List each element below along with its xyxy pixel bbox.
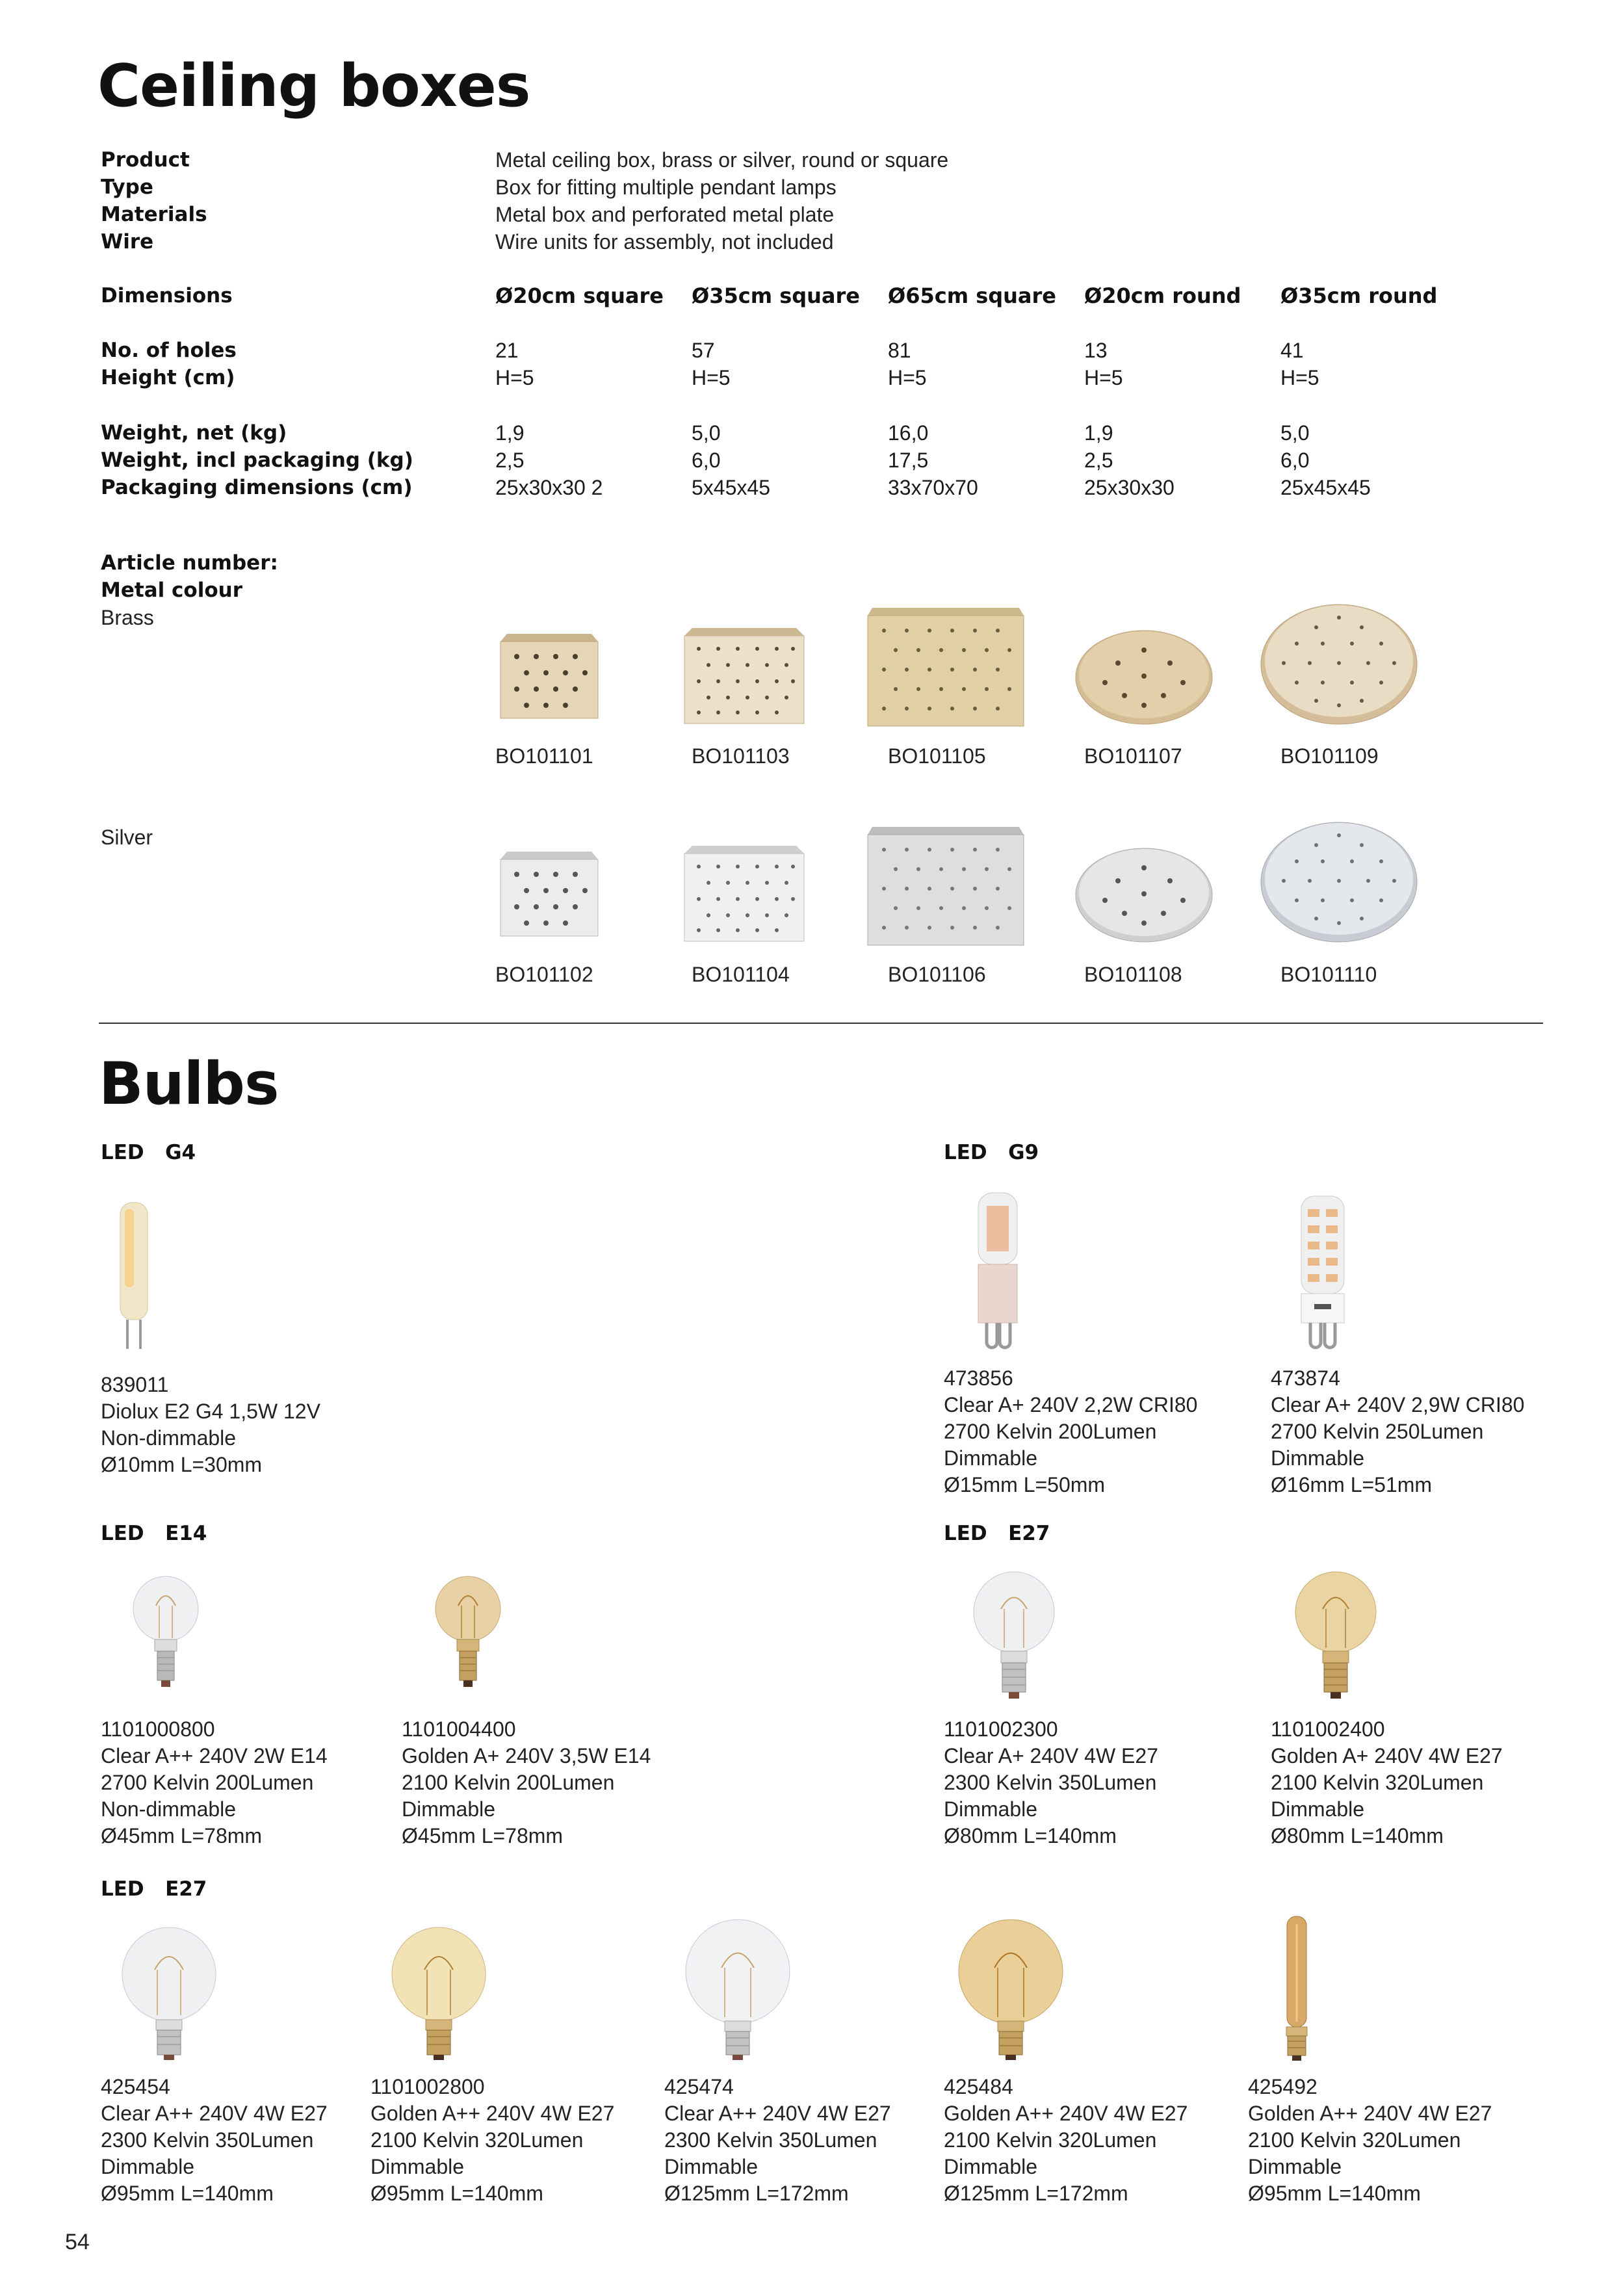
- bulb-spec-block: [101, 1372, 320, 1478]
- g9-corn-bulb-image: [1287, 1190, 1358, 1355]
- holes-value: 81: [888, 339, 911, 362]
- bulb-description: Golden A++ 240V 4W E27: [944, 2102, 1188, 2125]
- height-value: H=5: [1280, 366, 1319, 389]
- bulb-spec-block: [402, 1716, 651, 1849]
- section-led-e27-large: [101, 1875, 207, 1903]
- silver-square-35-image: [679, 841, 809, 948]
- bulb-description: Golden A++ 240V 4W E27: [370, 2102, 615, 2125]
- bulb-size: Ø45mm L=78mm: [101, 1824, 263, 1847]
- weight-incl-value: 2,5: [1084, 449, 1113, 472]
- holes-value: 13: [1084, 339, 1108, 362]
- silver-round-35-image: [1258, 816, 1420, 946]
- dimension-header: Ø65cm square: [888, 283, 1056, 308]
- silver-article-number: BO101106: [888, 963, 986, 986]
- spec-label: Materials: [101, 203, 207, 226]
- bulb-article-number: 1101002400: [1271, 1717, 1385, 1741]
- bulb-spec-block: [944, 1716, 1158, 1849]
- bulb-article-number: 425454: [101, 2075, 170, 2098]
- brass-article-number: BO101107: [1084, 744, 1182, 768]
- section-type: LED: [944, 1522, 987, 1545]
- dimension-header: Ø35cm round: [1280, 283, 1438, 308]
- brass-label: Brass: [101, 606, 154, 629]
- row-label: Weight, incl packaging (kg): [101, 449, 413, 472]
- row-labels-a: [101, 337, 237, 391]
- bulb-dimming: Dimmable: [101, 2155, 195, 2178]
- bulb-article-number: 473874: [1271, 1366, 1340, 1390]
- e14-clear-bulb-image: [130, 1567, 201, 1697]
- bulb-description: Clear A+ 240V 2,9W CRI80: [1271, 1393, 1525, 1416]
- bulb-color-lumen: 2100 Kelvin 320Lumen: [370, 2128, 584, 2152]
- weight-net-value: 5,0: [1280, 421, 1310, 445]
- silver-article-number: BO101110: [1280, 963, 1377, 986]
- spec-column: [692, 282, 860, 501]
- bulb-size: Ø80mm L=140mm: [1271, 1824, 1444, 1847]
- holes-value: 57: [692, 339, 715, 362]
- weight-incl-value: 17,5: [888, 449, 929, 472]
- bulb-dimming: Dimmable: [944, 2155, 1038, 2178]
- section-base: G9: [1008, 1141, 1039, 1164]
- dimension-header: Ø35cm square: [692, 283, 860, 308]
- e27-80mm-golden-bulb-image: [1290, 1563, 1381, 1703]
- bulb-color-lumen: 2700 Kelvin 200Lumen: [944, 1420, 1157, 1443]
- bulb-size: Ø16mm L=51mm: [1271, 1473, 1433, 1496]
- bulb-color-lumen: 2300 Kelvin 350Lumen: [944, 1771, 1157, 1794]
- section-divider: [99, 1023, 1543, 1024]
- weight-net-value: 1,9: [1084, 421, 1113, 445]
- spec-column: [888, 282, 1056, 501]
- dimension-header: Ø20cm round: [1084, 283, 1241, 308]
- bulb-size: Ø95mm L=140mm: [370, 2182, 543, 2205]
- bulb-dimming: Dimmable: [944, 1797, 1038, 1821]
- bulb-article-number: 1101002800: [370, 2075, 485, 2098]
- packaging-value: 25x45x45: [1280, 476, 1371, 499]
- bulb-article-number: 839011: [101, 1373, 169, 1396]
- dimension-header: Ø20cm square: [495, 283, 664, 308]
- bulb-spec-block: [944, 2074, 1188, 2207]
- spec-value: Metal box and perforated metal plate: [495, 203, 835, 226]
- g4-capsule-bulb-image: [97, 1196, 169, 1359]
- brass-square-65-image: [864, 601, 1027, 731]
- bulbs-title: Bulbs: [99, 1050, 279, 1118]
- bulb-dimming: Ø10mm L=30mm: [101, 1453, 263, 1476]
- bulb-spec-block: [370, 2074, 614, 2207]
- section-base: E27: [165, 1877, 207, 1901]
- bulb-article-number: 473856: [944, 1366, 1013, 1390]
- e27-95mm-golden-bulb-image: [387, 1921, 491, 2064]
- bulb-size: Ø125mm L=172mm: [664, 2182, 849, 2205]
- e27-125mm-clear-bulb-image: [679, 1914, 796, 2064]
- brass-article-number: BO101103: [692, 744, 790, 768]
- e27-125mm-golden-bulb-image: [952, 1914, 1069, 2064]
- section-type: LED: [101, 1877, 144, 1901]
- spec-column: [1280, 282, 1437, 501]
- bulb-size: Ø95mm L=140mm: [101, 2182, 274, 2205]
- brass-round-35-image: [1258, 598, 1420, 728]
- height-value: H=5: [1084, 366, 1123, 389]
- section-base: G4: [165, 1141, 196, 1164]
- weight-incl-value: 6,0: [1280, 449, 1310, 472]
- row-labels-b: [101, 419, 413, 501]
- bulb-spec-block: [664, 2074, 891, 2207]
- bulb-article-number: 1101000800: [101, 1717, 215, 1741]
- spec-label: Product: [101, 148, 190, 172]
- bulb-spec-block: [101, 2074, 328, 2207]
- silver-article-number: BO101104: [692, 963, 790, 986]
- bulb-color-lumen: 2700 Kelvin 250Lumen: [1271, 1420, 1484, 1443]
- bulb-dimming: Dimmable: [402, 1797, 496, 1821]
- weight-net-value: 1,9: [495, 421, 525, 445]
- brass-square-35-image: [679, 623, 809, 730]
- bulb-size: Ø80mm L=140mm: [944, 1824, 1117, 1847]
- spec-values: [495, 146, 948, 255]
- bulb-article-number: 425484: [944, 2075, 1013, 2098]
- spec-value: Metal ceiling box, brass or silver, round or square: [495, 148, 949, 172]
- bulb-description: Golden A+ 240V 3,5W E14: [402, 1744, 651, 1768]
- height-value: H=5: [495, 366, 534, 389]
- section-led-e27: [944, 1520, 1050, 1547]
- bulb-article-number: 425492: [1248, 2075, 1318, 2098]
- e27-95mm-clear-bulb-image: [117, 1921, 221, 2064]
- weight-net-value: 16,0: [888, 421, 929, 445]
- spec-label: Type: [101, 176, 153, 199]
- row-label: Height (cm): [101, 366, 235, 389]
- row-label: Packaging dimensions (cm): [101, 476, 413, 499]
- section-type: LED: [101, 1522, 144, 1545]
- silver-article-number: BO101108: [1084, 963, 1182, 986]
- bulb-size: Ø95mm L=140mm: [1248, 2182, 1421, 2205]
- bulb-size: Ø45mm L=78mm: [402, 1824, 564, 1847]
- bulb-dimming: Dimmable: [944, 1446, 1038, 1470]
- packaging-value: 5x45x45: [692, 476, 770, 499]
- bulb-color-lumen: 2300 Kelvin 350Lumen: [101, 2128, 314, 2152]
- bulb-article-number: 1101004400: [402, 1717, 516, 1741]
- row-label: No. of holes: [101, 339, 237, 362]
- bulb-dimming: Dimmable: [1271, 1446, 1365, 1470]
- bulb-description: Clear A+ 240V 2,2W CRI80: [944, 1393, 1198, 1416]
- packaging-value: 33x70x70: [888, 476, 978, 499]
- spec-column: [495, 282, 664, 501]
- article-number-label: Article number:: [101, 551, 278, 575]
- holes-value: 21: [495, 339, 519, 362]
- bulb-description: Golden A++ 240V 4W E27: [1248, 2102, 1492, 2125]
- bulb-article-number: 1101002300: [944, 1717, 1058, 1741]
- bulb-spec-block: [1248, 2074, 1492, 2207]
- bulb-description: Clear A++ 240V 4W E27: [664, 2102, 891, 2125]
- row-label: Weight, net (kg): [101, 421, 287, 445]
- section-type: LED: [101, 1141, 144, 1164]
- brass-article-number: BO101109: [1280, 744, 1379, 768]
- spec-column: [1084, 282, 1241, 501]
- silver-label: Silver: [101, 826, 153, 849]
- bulb-size: Ø15mm L=50mm: [944, 1473, 1106, 1496]
- holes-value: 41: [1280, 339, 1304, 362]
- section-led-g4: [101, 1139, 196, 1166]
- brass-round-20-image: [1072, 624, 1215, 728]
- bulb-description: Clear A++ 240V 2W E14: [101, 1744, 328, 1768]
- packaging-value: 25x30x30: [1084, 476, 1175, 499]
- weight-net-value: 5,0: [692, 421, 721, 445]
- bulb-description: Golden A+ 240V 4W E27: [1271, 1744, 1503, 1768]
- weight-incl-value: 6,0: [692, 449, 721, 472]
- bulb-dimming: Dimmable: [370, 2155, 465, 2178]
- section-base: E14: [165, 1522, 207, 1545]
- dimensions-label: Dimensions: [101, 284, 233, 307]
- bulb-color-lumen: 2100 Kelvin 320Lumen: [1271, 1771, 1484, 1794]
- bulb-article-number: 425474: [664, 2075, 734, 2098]
- silver-article-number: BO101102: [495, 963, 593, 986]
- section-type: LED: [944, 1141, 987, 1164]
- bulb-spec-block: [944, 1365, 1197, 1498]
- weight-incl-value: 2,5: [495, 449, 525, 472]
- silver-round-20-image: [1072, 842, 1215, 946]
- bulb-spec-block: [1271, 1716, 1503, 1849]
- bulb-color-lumen: 2100 Kelvin 320Lumen: [944, 2128, 1157, 2152]
- bulb-color-lumen: 2700 Kelvin 200Lumen: [101, 1771, 314, 1794]
- metal-colour-label: Metal colour: [101, 579, 242, 602]
- bulb-spec-block: [101, 1716, 328, 1849]
- bulb-color-lumen: 2100 Kelvin 320Lumen: [1248, 2128, 1461, 2152]
- g9-clear-bulb-image: [962, 1186, 1033, 1359]
- section-led-g9: [944, 1139, 1039, 1166]
- brass-article-number: BO101105: [888, 744, 986, 768]
- article-labels: [101, 549, 278, 631]
- ceiling-title: Ceiling boxes: [97, 52, 530, 120]
- bulb-color-lumen: 2100 Kelvin 200Lumen: [402, 1771, 615, 1794]
- silver-square-65-image: [864, 820, 1027, 950]
- page-number: 54: [65, 2230, 90, 2254]
- e27-80mm-clear-bulb-image: [968, 1563, 1059, 1703]
- bulb-dimming: Dimmable: [664, 2155, 759, 2178]
- height-value: H=5: [692, 366, 731, 389]
- bulb-description: Diolux E2 G4 1,5W 12V: [101, 1400, 320, 1423]
- bulb-spec-block: [1271, 1365, 1524, 1498]
- spec-value: Wire units for assembly, not included: [495, 230, 834, 254]
- brass-square-20-image: [494, 627, 604, 725]
- silver-square-20-image: [494, 845, 604, 943]
- packaging-value: 25x30x30 2: [495, 476, 603, 499]
- bulb-dimming: Dimmable: [1271, 1797, 1365, 1821]
- bulb-color-lumen: 2300 Kelvin 350Lumen: [664, 2128, 877, 2152]
- section-base: E27: [1008, 1522, 1050, 1545]
- spec-label: Wire: [101, 230, 154, 254]
- brass-article-number: BO101101: [495, 744, 593, 768]
- e14-golden-bulb-image: [432, 1567, 504, 1697]
- spec-labels: [101, 146, 207, 255]
- spec-value: Box for fitting multiple pendant lamps: [495, 176, 837, 199]
- bulb-color-lumen: Non-dimmable: [101, 1426, 237, 1450]
- bulb-dimming: Non-dimmable: [101, 1797, 237, 1821]
- section-led-e14: [101, 1520, 207, 1547]
- bulb-dimming: Dimmable: [1248, 2155, 1342, 2178]
- bulb-size: Ø125mm L=172mm: [944, 2182, 1128, 2205]
- e27-tube-golden-bulb-image: [1271, 1911, 1323, 2064]
- bulb-description: Clear A++ 240V 4W E27: [101, 2102, 328, 2125]
- height-value: H=5: [888, 366, 927, 389]
- bulb-description: Clear A+ 240V 4W E27: [944, 1744, 1158, 1768]
